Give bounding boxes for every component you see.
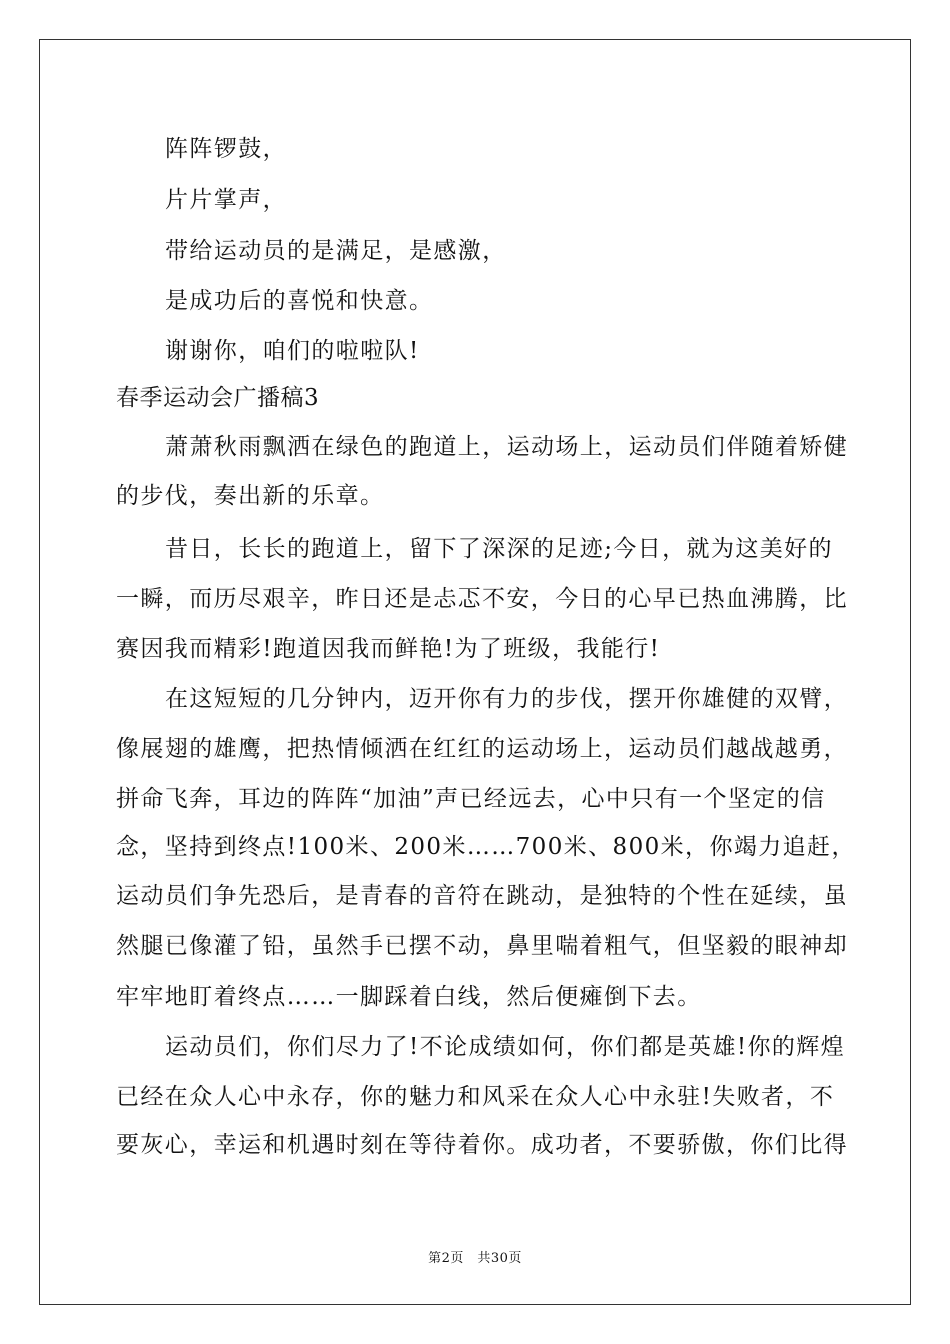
- poem-line: 是成功后的喜悦和快意。: [165, 288, 434, 314]
- paragraph-line: 然腿已像灌了铅，虽然手已摆不动，鼻里喘着粗气，但坚毅的眼神却: [116, 933, 848, 959]
- paragraph-line: 赛因我而精彩!跑道因我而鲜艳!为了班级，我能行!: [116, 636, 661, 662]
- paragraph-line: 萧萧秋雨飘洒在绿色的跑道上，运动场上，运动员们伴随着矫健: [165, 434, 849, 460]
- paragraph-line: 牢牢地盯着终点……一脚踩着白线，然后便瘫倒下去。: [116, 984, 702, 1010]
- poem-line: 阵阵锣鼓，: [165, 136, 287, 162]
- paragraph-line: 在这短短的几分钟内，迈开你有力的步伐，摆开你雄健的双臂，: [165, 686, 849, 712]
- poem-line: 片片掌声，: [165, 187, 287, 213]
- paragraph-line: 念，坚持到终点!100米、200米……700米、800米，你竭力追赶，: [116, 834, 856, 860]
- section-heading: 春季运动会广播稿3: [116, 385, 320, 411]
- paragraph-line: 拼命飞奔，耳边的阵阵“加油”声已经远去，心中只有一个坚定的信: [116, 786, 826, 812]
- poem-line: 带给运动员的是满足，是感激，: [165, 238, 507, 264]
- paragraph-line: 运动员们争先恐后，是青春的音符在跳动，是独特的个性在延续，虽: [116, 883, 848, 909]
- poem-line: 谢谢你，咱们的啦啦队!: [165, 338, 420, 364]
- paragraph-line: 要灰心，幸运和机遇时刻在等待着你。成功者，不要骄傲，你们比得: [116, 1132, 848, 1158]
- paragraph-line: 像展翅的雄鹰，把热情倾洒在红红的运动场上，运动员们越战越勇，: [116, 736, 848, 762]
- page-border: [39, 39, 911, 1305]
- paragraph-line: 昔日，长长的跑道上，留下了深深的足迹;今日，就为这美好的: [165, 536, 833, 562]
- paragraph-line: 已经在众人心中永存，你的魅力和风采在众人心中永驻!失败者，不: [116, 1084, 835, 1110]
- page-number-footer: 第2页 共30页: [428, 1251, 522, 1266]
- paragraph-line: 一瞬，而历尽艰辛，昨日还是忐忑不安，今日的心早已热血沸腾，比: [116, 586, 848, 612]
- paragraph-line: 的步伐，奏出新的乐章。: [116, 483, 385, 509]
- paragraph-line: 运动员们，你们尽力了!不论成绩如何，你们都是英雄!你的辉煌: [165, 1034, 846, 1060]
